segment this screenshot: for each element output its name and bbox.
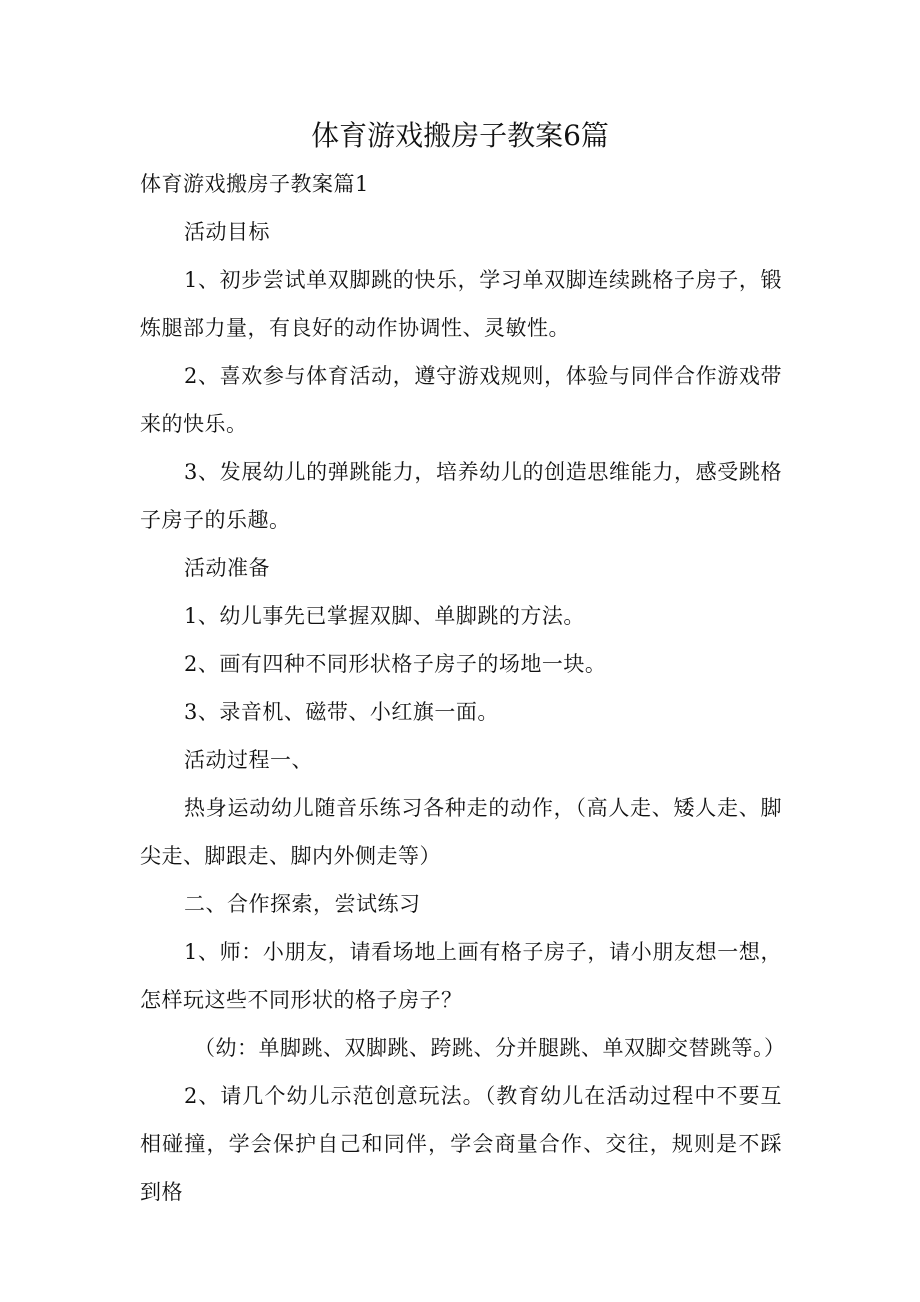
- heading-activity-process: 活动过程一、: [184, 748, 313, 772]
- paragraph-child-answers: （幼：单脚跳、双脚跳、跨跳、分并腿跳、单双脚交替跳等。）: [194, 1036, 786, 1060]
- paragraph-teacher-question: 1、师：小朋友，请看场地上画有格子房子，请小朋友想一想，怎样玩这些不同形状的格子房子？: [140, 940, 782, 1012]
- paragraph-prep-1: 1、幼儿事先已掌握双脚、单脚跳的方法。: [184, 604, 585, 628]
- heading-cooperative-exploration: 二、合作探索，尝试练习: [184, 892, 421, 916]
- paragraph-prep-2: 2、画有四种不同形状格子房子的场地一块。: [184, 652, 607, 676]
- heading-activity-preparation: 活动准备: [184, 556, 270, 580]
- heading-activity-goals: 活动目标: [184, 220, 270, 244]
- paragraph-goal-3: 3、发展幼儿的弹跳能力，培养幼儿的创造思维能力，感受跳格子房子的乐趣。: [140, 460, 782, 532]
- paragraph-prep-3: 3、录音机、磁带、小红旗一面。: [184, 700, 499, 724]
- paragraph-goal-1: 1、初步尝试单双脚跳的快乐，学习单双脚连续跳格子房子，锻炼腿部力量，有良好的动作协调性、灵敏性。: [140, 268, 782, 340]
- paragraph-demonstration: 2、请几个幼儿示范创意玩法。（教育幼儿在活动过程中不要互相碰撞，学会保护自己和同伴，学会商量合作、交往，规则是不踩到格: [140, 1084, 782, 1204]
- paragraph-goal-2: 2、喜欢参与体育活动，遵守游戏规则，体验与同伴合作游戏带来的快乐。: [140, 364, 782, 436]
- document-title: 体育游戏搬房子教案6篇: [311, 119, 609, 152]
- paragraph-warmup: 热身运动幼儿随音乐练习各种走的动作，（高人走、矮人走、脚尖走、脚跟走、脚内外侧走等）: [140, 796, 782, 868]
- section-heading: 体育游戏搬房子教案篇1: [140, 172, 369, 196]
